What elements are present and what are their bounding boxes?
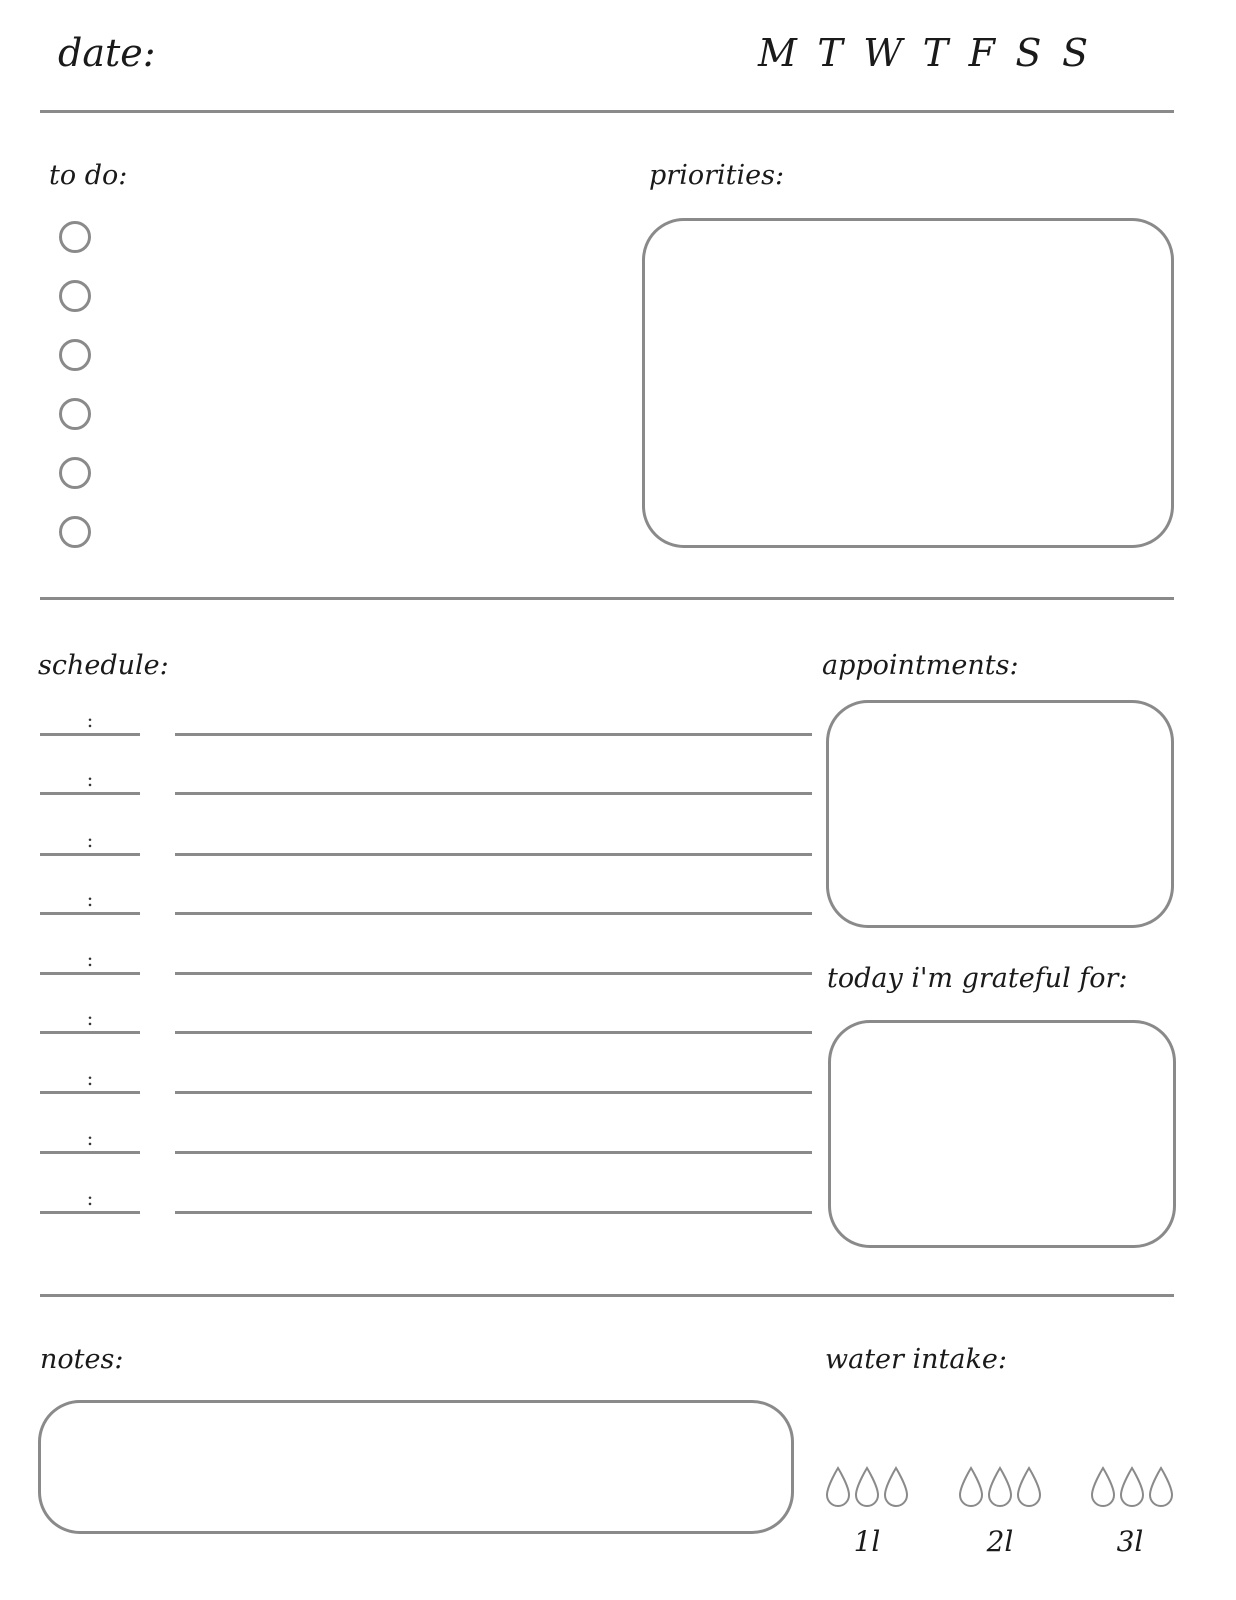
weekday-wednesday[interactable]: W: [863, 31, 903, 75]
time-colon: :: [86, 828, 94, 852]
todo-checkbox[interactable]: [59, 516, 91, 548]
water-drop-icon[interactable]: [1090, 1466, 1116, 1508]
water-drop-icon[interactable]: [1148, 1466, 1174, 1508]
time-colon: :: [86, 887, 94, 911]
priorities-box[interactable]: [642, 218, 1174, 548]
water-liter-label: 1l: [853, 1525, 881, 1558]
grateful-box[interactable]: [828, 1020, 1176, 1248]
water-drop-icon[interactable]: [883, 1466, 909, 1508]
water-drop-icon[interactable]: [987, 1466, 1013, 1508]
time-colon: :: [86, 1126, 94, 1150]
schedule-row: [40, 875, 812, 915]
water-drop-icon[interactable]: [825, 1466, 851, 1508]
todo-checkbox[interactable]: [59, 457, 91, 489]
todo-checkbox[interactable]: [59, 280, 91, 312]
weekday-saturday[interactable]: S: [1015, 31, 1042, 75]
weekday-sunday[interactable]: S: [1061, 31, 1088, 75]
time-colon: :: [86, 1006, 94, 1030]
water-liter-label: 2l: [986, 1525, 1014, 1558]
weekday-selector: [758, 31, 1088, 75]
water-drop-icon[interactable]: [1016, 1466, 1042, 1508]
water-group-2l: [958, 1466, 1048, 1510]
time-colon: :: [86, 708, 94, 732]
schedule-entry-field[interactable]: [175, 1091, 812, 1094]
schedule-entry-field[interactable]: [175, 1031, 812, 1034]
schedule-entry-field[interactable]: [175, 853, 812, 856]
notes-box[interactable]: [38, 1400, 794, 1534]
weekday-friday[interactable]: F: [968, 31, 995, 75]
time-field[interactable]: [40, 1151, 140, 1154]
todo-checkbox[interactable]: [59, 339, 91, 371]
weekday-tuesday[interactable]: T: [817, 31, 843, 75]
priorities-label: priorities:: [649, 160, 785, 191]
time-field[interactable]: [40, 972, 140, 975]
schedule-entry-field[interactable]: [175, 1151, 812, 1154]
schedule-row: [40, 994, 812, 1034]
section-divider-bottom: [40, 1294, 1174, 1297]
schedule-row: [40, 1174, 812, 1214]
time-field[interactable]: [40, 853, 140, 856]
time-field[interactable]: [40, 912, 140, 915]
time-colon: :: [86, 947, 94, 971]
appointments-box[interactable]: [826, 700, 1174, 928]
water-drop-icon[interactable]: [1119, 1466, 1145, 1508]
water-intake-label: water intake:: [825, 1344, 1007, 1375]
weekday-monday[interactable]: M: [758, 31, 797, 75]
time-field[interactable]: [40, 1031, 140, 1034]
water-liter-label: 3l: [1116, 1525, 1144, 1558]
time-colon: :: [86, 1186, 94, 1210]
weekday-thursday[interactable]: T: [922, 31, 949, 75]
schedule-row: [40, 935, 812, 975]
date-label: date:: [58, 31, 156, 75]
time-colon: :: [86, 1066, 94, 1090]
water-drop-icon[interactable]: [958, 1466, 984, 1508]
schedule-entry-field[interactable]: [175, 972, 812, 975]
todo-label: to do:: [49, 160, 128, 191]
water-drop-icon[interactable]: [854, 1466, 880, 1508]
time-field[interactable]: [40, 792, 140, 795]
todo-checkbox[interactable]: [59, 221, 91, 253]
schedule-entry-field[interactable]: [175, 1211, 812, 1214]
schedule-row: [40, 1114, 812, 1154]
time-field[interactable]: [40, 733, 140, 736]
water-group-1l: [825, 1466, 915, 1510]
schedule-entry-field[interactable]: [175, 792, 812, 795]
section-divider-top: [40, 597, 1174, 600]
water-group-3l: [1090, 1466, 1180, 1510]
appointments-label: appointments:: [822, 650, 1019, 681]
schedule-row: [40, 696, 812, 736]
schedule-row: [40, 1054, 812, 1094]
notes-label: notes:: [40, 1344, 124, 1375]
time-field[interactable]: [40, 1211, 140, 1214]
schedule-row: [40, 755, 812, 795]
todo-checkbox[interactable]: [59, 398, 91, 430]
schedule-label: schedule:: [38, 650, 169, 681]
header-divider: [40, 110, 1174, 113]
time-colon: :: [86, 767, 94, 791]
schedule-row: [40, 816, 812, 856]
time-field[interactable]: [40, 1091, 140, 1094]
schedule-entry-field[interactable]: [175, 733, 812, 736]
schedule-entry-field[interactable]: [175, 912, 812, 915]
grateful-label: today i'm grateful for:: [827, 963, 1128, 994]
